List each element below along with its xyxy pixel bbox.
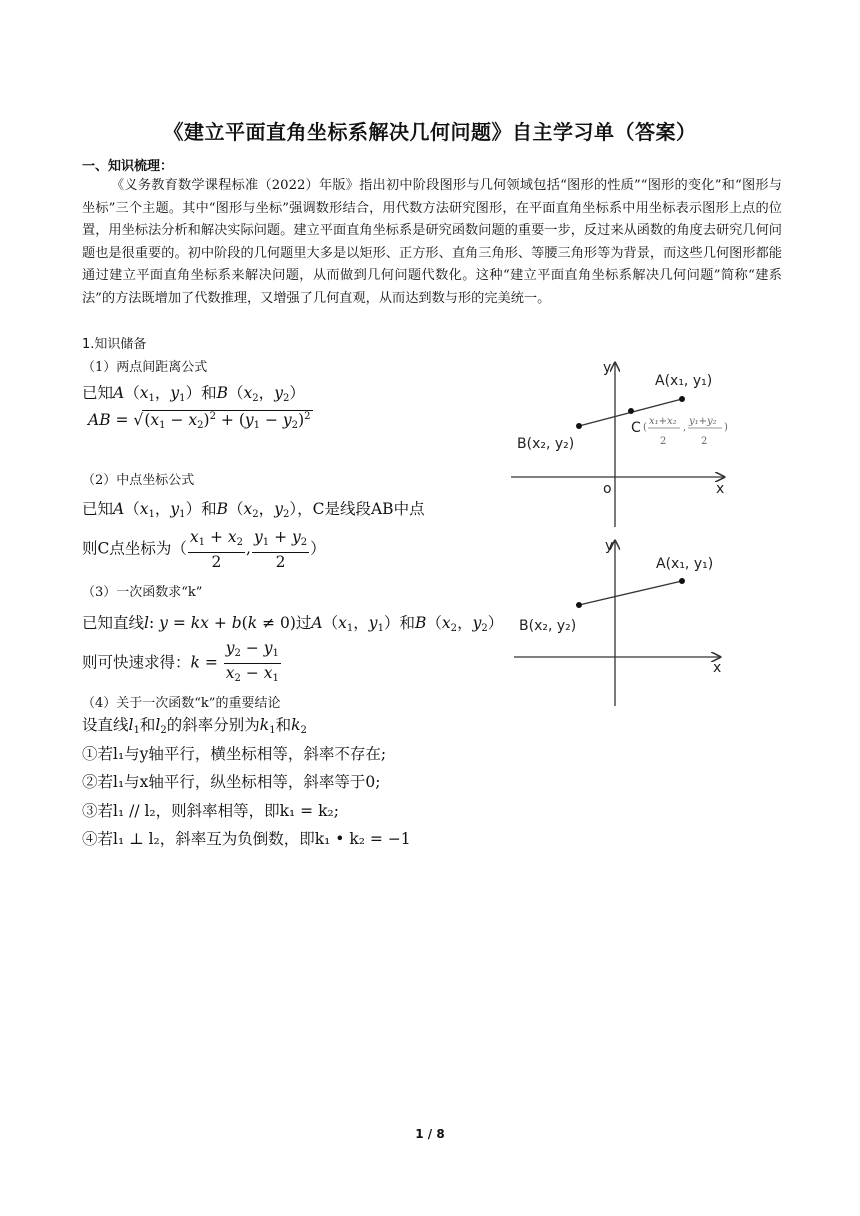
point-c <box>628 408 634 414</box>
svg-text:y₁+y₂: y₁+y₂ <box>689 416 717 427</box>
fig1-a-label: A(x₁, y₁) <box>655 373 713 389</box>
fig2-x-label: x <box>713 660 722 676</box>
given-text: 已知 <box>82 384 114 402</box>
svg-text:): ) <box>724 422 728 433</box>
rule-4: ④若l₁ ⊥ l₂，斜率互为负倒数，即k₁ • k₂ = −1 <box>82 830 411 848</box>
point-a <box>679 396 685 402</box>
midpoint-formula: 则C点坐标为（ $\frac{x_1 + x_2}{2}$ , $\frac{y_1 + y_2}{2}$ ） <box>82 528 326 571</box>
rule-3: ③若l₁ // l₂，则斜率相等，即k₁ = k₂; <box>82 802 339 820</box>
item-slope-heading: （3）一次函数求“k” <box>82 585 203 600</box>
slope-formula: 则可快速求得：k = $\frac{y_2 - y_1}{x_2 - x_1}$ <box>82 639 279 684</box>
svg-text:2: 2 <box>701 436 708 447</box>
slopes-are-text: 的斜率分别为 <box>166 716 260 734</box>
item-distance-heading: （1）两点间距离公式 <box>82 360 208 375</box>
svg-text:(: ( <box>643 422 647 433</box>
given-line-text: 已知直线 <box>82 614 145 632</box>
rule-2: ②若l₁与x轴平行，纵坐标相等，斜率等于0; <box>82 773 381 791</box>
page-number: 1 / 8 <box>415 1127 445 1141</box>
point-b-2 <box>576 602 582 608</box>
section-heading: 一、知识梳理： <box>82 159 174 174</box>
set-text: 设直线 <box>82 716 129 734</box>
point-a-2 <box>679 578 685 584</box>
fig2-b-label: B(x₂, y₂) <box>519 618 577 634</box>
fig1-c-label: C <box>631 420 641 436</box>
intro-paragraph: 《义务教育数学课程标准（2022）年版》指出初中阶段图形与几何领域包括“图形的性质”“图形的变化”和“图形与坐标”三个主题。其中“图形与坐标”强调数形结合，用代数方法研究图形，在平面直角坐标系中用坐标表示图形上点的位置，用坐标法分析和解决实际问题。建立平面直角坐标系是研究函数问题的重要一步，反过来从函数的角度去研究几何问题也是很重要的。初中阶段的几何题里大多是以矩形、正方形、直角三角形、等腰三角形等为背景，而这些几何图形都能通过建立平面直角坐标系来解决问题，从而做到几何问题代数化。这种“建立平面直角坐标系解决几何问题”简称“建系法”的方法既增加了代数推理，又增强了几何直观，从而达到数与形的完美统一。 <box>82 178 782 306</box>
fig1-b-label: B(x₂, y₂) <box>517 436 575 452</box>
item-midpoint-heading: （2）中点坐标公式 <box>82 473 195 488</box>
c-coord-text: 则C点坐标为 <box>82 539 172 558</box>
svg-text:,: , <box>683 422 687 433</box>
pass-text: 过 <box>295 614 312 632</box>
slope-given: 已知直线l: y = kx + b(k ≠ 0)过$A(x_1$，$y_1$）和$B(x_2$，$y_2$） <box>82 614 504 634</box>
rule-1: ①若l₁与y轴平行，横坐标相等，斜率不存在; <box>82 745 387 763</box>
and-text: 和 <box>201 384 217 402</box>
midpoint-given: 已知$A(x_1$，$y_1$）和$B(x_2$，$y_2$），C是线段AB中点 <box>82 500 425 520</box>
slope-setup: 设直线$l_1$和$l_2$的斜率分别为$k_1$和$k_2$ <box>82 716 307 736</box>
item-conclusion-heading: （4）关于一次函数“k”的重要结论 <box>82 696 281 711</box>
svg-text:2: 2 <box>660 436 667 447</box>
midpoint-condition: ，C是线段AB中点 <box>297 500 425 518</box>
knowledge-reserve-heading: 1.知识储备 <box>82 337 147 352</box>
svg-text:x₁+x₂: x₁+x₂ <box>649 416 677 427</box>
segment-ab-2 <box>579 581 682 605</box>
fig2-a-label: A(x₁, y₁) <box>656 556 714 572</box>
distance-formula: AB = $√(x_1 - x_2)^2 + (y_1 - y_2)^2$ <box>88 411 311 432</box>
fig1-x-label: x <box>716 481 725 497</box>
fig1-y-label: y <box>603 360 612 376</box>
fig1-origin-label: o <box>603 481 612 497</box>
page-title: 《建立平面直角坐标系解决几何问题》自主学习单（答案） <box>163 120 697 144</box>
point-b <box>576 423 582 429</box>
distance-given: 已知$A(x_1$，$y_1$）和$B(x_2$，$y_2$） <box>82 384 305 404</box>
fig1-c-coord <box>643 416 728 447</box>
fast-text: 则可快速求得： <box>82 653 191 672</box>
fig2-y-label: y <box>605 538 614 554</box>
